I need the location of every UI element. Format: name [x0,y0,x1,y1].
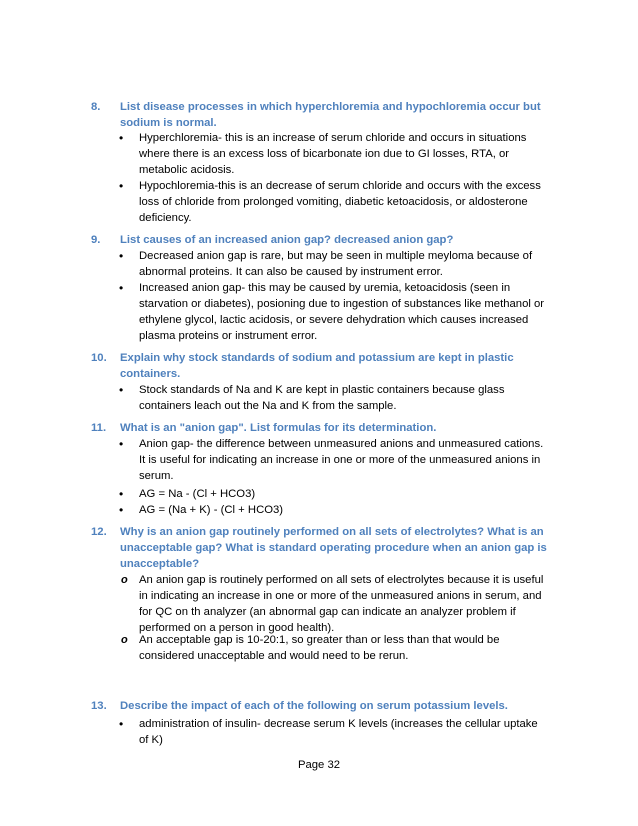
page-number: Page 32 [297,759,341,771]
question-text: List causes of an increased anion gap? decreased anion gap? [120,234,454,246]
question-text: What is an "anion gap". List formulas for its determination. [120,422,437,434]
list-item-text: administration of insulin- decrease serum K levels (increases the cellular uptake of K) [139,718,538,746]
question-number: 12. [91,526,107,538]
bullet-icon: • [119,131,124,145]
bullet-icon: • [119,281,124,295]
question-number: 9. [91,234,101,246]
bullet-icon: • [119,437,124,451]
question-text: Describe the impact of each of the following on serum potassium levels. [120,700,508,712]
question-text: Why is an anion gap routinely performed on all sets of electrolytes? What is an unacceptable gap? What is standard operating procedure when an anion gap is unacceptable? [120,526,547,570]
bullet-icon: • [119,503,124,517]
question-number: 10. [91,352,107,364]
list-item-text: Decreased anion gap is rare, but may be seen in multiple meyloma because of abnormal proteins. It can also be caused by instrument error. [139,250,533,278]
circle-bullet-icon: o [121,634,128,646]
list-item-text: Hyperchloremia- this is an increase of serum chloride and occurs in situations where there is an excess loss of bicarbonate ion due to GI losses, RTA, or metabolic acidosis. [139,132,527,176]
bullet-icon: • [119,383,124,397]
bullet-icon: • [119,249,124,263]
list-item-text: Hypochloremia-this is an decrease of serum chloride and occurs with the excess loss of chloride from prolonged vomiting, diabetic ketoacidosis, or aldosterone deficiency. [139,180,541,224]
list-item-text: An acceptable gap is 10-20:1, so greater than or less than that would be considered unacceptable and would need to be rerun. [139,634,500,662]
list-item-text: An anion gap is routinely performed on all sets of electrolytes because it is useful in indicating an increase in one or more of the unmeasured anions in serum, and for QC on th analyzer (an abnormal gap can indicate an analyzer problem if performed on a person in good health). [139,574,544,634]
list-item-text: Stock standards of Na and K are kept in plastic containers because glass containers leach out the Na and K from the sample. [139,384,505,412]
list-item-text: Anion gap- the difference between unmeasured anions and unmeasured cations. It is useful for indicating an increase in one or more of the unmeasured anions in serum. [139,438,544,482]
question-number: 8. [91,101,101,113]
question-text: List disease processes in which hyperchloremia and hypochloremia occur but sodium is normal. [120,101,541,129]
circle-bullet-icon: o [121,574,128,586]
list-item-text: Increased anion gap- this may be caused by uremia, ketoacidosis (seen in starvation or diabetes), posioning due to ingestion of substances like methanol or ethylene glycol, lactic acidosis, or severe dehydration which causes increased plasma proteins or instrument error. [139,282,545,342]
list-item-text: AG = Na - (Cl + HCO3) [139,488,256,500]
question-number: 11. [91,422,107,434]
bullet-icon: • [119,717,124,731]
question-number: 13. [91,700,107,712]
bullet-icon: • [119,179,124,193]
bullet-icon: • [119,487,124,501]
question-text: Explain why stock standards of sodium and potassium are kept in plastic containers. [120,352,514,380]
list-item-text: AG = (Na + K) - (Cl + HCO3) [139,504,284,516]
